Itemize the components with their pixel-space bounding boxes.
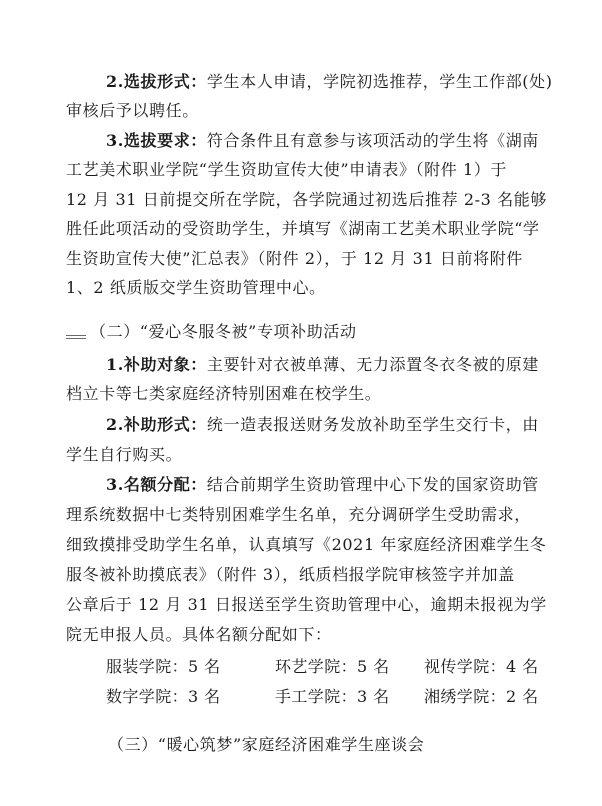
- allocation-college: 视传学院：: [424, 657, 507, 676]
- allocation-college: 服装学院：: [106, 657, 189, 676]
- quota-title: 3.名额分配：: [106, 475, 207, 494]
- allocation-count: 2 名: [506, 687, 539, 706]
- allocation-count: 5 名: [357, 657, 390, 676]
- winter-aid-heading: （二）“爱心冬服冬被”专项补助活动: [90, 322, 357, 341]
- selection-requirement-line: 生资助宣传大使”汇总表》（附件 2），于 12 月 31 日前将附件: [66, 249, 523, 268]
- allocation-item: [275, 655, 389, 679]
- aid-form-continued: 学生自行购买。: [66, 445, 183, 464]
- selection-requirement-title: 3.选拔要求：: [106, 131, 207, 150]
- allocation-count: 4 名: [506, 657, 539, 676]
- allocation-college: 数字学院：: [106, 687, 189, 706]
- allocation-item: [106, 655, 220, 679]
- quota-line: 细致摸排受助学生名单，认真填写《2021 年家庭经济困难学生冬: [66, 535, 547, 554]
- allocation-college: 湘绣学院：: [424, 687, 507, 706]
- handwritten-dash-mark: [66, 334, 86, 340]
- allocation-count: 3 名: [357, 687, 390, 706]
- aid-form-text: 统一造表报送财务发放补助至学生交行卡，由: [206, 415, 539, 434]
- quota-text: 结合前期学生资助管理中心下发的国家资助管: [206, 475, 539, 494]
- allocation-college: 手工学院：: [275, 687, 358, 706]
- allocation-count: 5 名: [188, 657, 221, 676]
- selection-form-text: 学生本人申请，学院初选推荐，学生工作部(处): [206, 72, 553, 91]
- quota-paragraph: [106, 473, 539, 497]
- selection-form-continued: 审核后予以聘任。: [66, 101, 199, 120]
- forum-heading: （三）“暖心筑梦”家庭经济困难学生座谈会: [108, 735, 425, 754]
- selection-requirement-text: 符合条件且有意参与该项活动的学生将《湖南: [206, 131, 539, 150]
- aid-target-paragraph: [106, 353, 539, 377]
- selection-form-title: 2.选拔形式：: [106, 72, 207, 91]
- allocation-item: [424, 655, 538, 679]
- selection-requirement-line: 工艺美术职业学院“学生资助宣传大使”申请表》（附件 1）于: [66, 160, 508, 179]
- quota-line: 服冬被补助摸底表》（附件 3），纸质档报学院审核签字并加盖: [66, 565, 515, 584]
- allocation-item: [106, 685, 220, 709]
- aid-target-title: 1.补助对象：: [106, 355, 207, 374]
- selection-requirement-line: 胜任此项活动的受资助学生，并填写《湖南工艺美术职业学院“学: [66, 219, 540, 238]
- quota-line: 理系统数据中七类特别困难学生名单，充分调研学生受助需求，: [66, 505, 531, 524]
- selection-requirement-line: 1、2 纸质版交学生资助管理中心。: [66, 278, 326, 297]
- allocation-item: [275, 685, 389, 709]
- aid-target-continued: 档立卡等七类家庭经济特别困难在校学生。: [66, 384, 382, 403]
- allocation-college: 环艺学院：: [275, 657, 358, 676]
- selection-form-paragraph: [106, 70, 553, 94]
- allocation-item: [424, 685, 538, 709]
- aid-target-text: 主要针对衣被单薄、无力添置冬衣冬被的原建: [206, 355, 539, 374]
- quota-line: 院无申报人员。具体名额分配如下：: [66, 625, 332, 644]
- selection-requirement-paragraph: [106, 129, 539, 153]
- aid-form-title: 2.补助形式：: [106, 415, 207, 434]
- selection-requirement-line: 12 月 31 日前提交所在学院，各学院通过初选后推荐 2-3 名能够: [66, 190, 547, 209]
- aid-form-paragraph: [106, 413, 539, 437]
- quota-line: 公章后于 12 月 31 日报送至学生资助管理中心，逾期未报视为学: [66, 595, 547, 614]
- allocation-count: 3 名: [188, 687, 221, 706]
